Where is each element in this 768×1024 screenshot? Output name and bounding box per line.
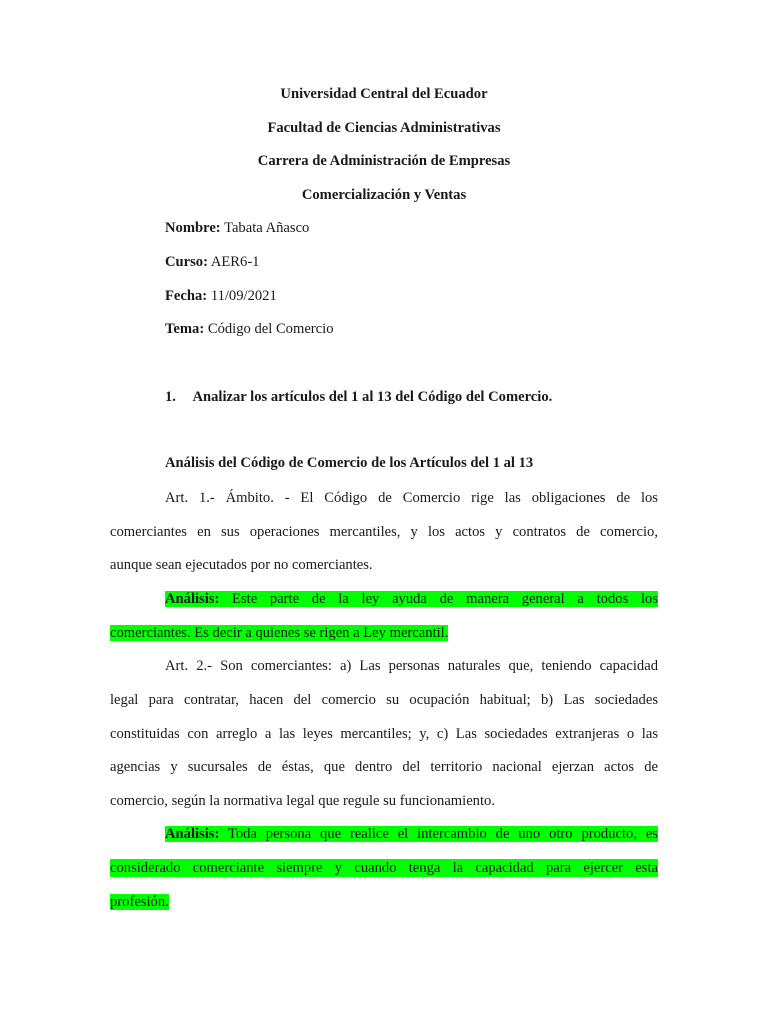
analysis1-highlight-2: comerciantes. Es decir a quienes se rigen a Ley mercantil. — [110, 625, 449, 641]
career-title: Carrera de Administración de Empresas — [257, 153, 511, 169]
course-field — [165, 254, 259, 271]
analysis2-highlight-3: profesión. — [110, 894, 169, 910]
date-value: 11/09/2021 — [210, 288, 277, 304]
task-number: 1. — [165, 389, 176, 405]
analysis2-line-2 — [110, 859, 658, 877]
course-value: AER6-1 — [210, 254, 260, 270]
date-field — [165, 288, 277, 305]
art2-line-1: Art. 2.- Son comerciantes: a) Las personas naturales que, teniendo capacidad — [165, 658, 658, 674]
analysis1-highlight-1 — [165, 591, 658, 607]
art1-line-2: comerciantes en sus operaciones mercantiles, y los actos y contratos de comercio, — [110, 524, 658, 540]
analysis1-line-1 — [165, 590, 658, 608]
subject-title: Comercialización y Ventas — [301, 187, 467, 203]
course-label: Curso: — [165, 254, 208, 270]
analysis2-highlight-1 — [165, 826, 658, 842]
analysis1-text-1: Este parte de la ley ayuda de manera general a todos los — [219, 591, 658, 607]
topic-field — [165, 321, 334, 338]
section-title: Análisis del Código de Comercio de los Artículos del 1 al 13 — [165, 455, 534, 471]
analysis1-label: Análisis: — [165, 591, 220, 607]
university-title: Universidad Central del Ecuador — [280, 86, 488, 102]
name-label: Nombre: — [165, 220, 221, 236]
analysis1-line-2 — [110, 624, 658, 642]
art2-line-5: comercio, según la normativa legal que regule su funcionamiento. — [110, 793, 495, 809]
topic-label: Tema: — [165, 321, 205, 337]
topic-value: Código del Comercio — [207, 321, 334, 337]
art2-line-4: agencias y sucursales de éstas, que dentro del territorio nacional ejerzan actos de — [110, 759, 658, 775]
name-value: Tabata Añasco — [224, 220, 310, 236]
analysis2-line-1 — [165, 825, 658, 843]
date-label: Fecha: — [165, 288, 208, 304]
task-heading — [165, 389, 552, 406]
analysis2-highlight-2: considerado comerciante siempre y cuando tenga la capacidad para ejercer esta — [110, 860, 658, 876]
name-field — [165, 220, 309, 237]
analysis2-text-1: Toda persona que realice el intercambio de uno otro producto, es — [219, 826, 658, 842]
art1-line-3: aunque sean ejecutados por no comerciantes. — [110, 557, 373, 573]
task-text: Analizar los artículos del 1 al 13 del Código del Comercio. — [192, 389, 553, 405]
art1-line-1: Art. 1.- Ámbito. - El Código de Comercio rige las obligaciones de los — [165, 490, 658, 506]
art2-line-2: legal para contratar, hacen del comercio su ocupación habitual; b) Las sociedades — [110, 692, 658, 708]
analysis2-label: Análisis: — [165, 826, 220, 842]
art2-line-3: constituidas con arreglo a las leyes mercantiles; y, c) Las sociedades extranjeras o las — [110, 726, 658, 742]
analysis2-line-3 — [110, 893, 658, 911]
faculty-title: Facultad de Ciencias Administrativas — [267, 120, 501, 136]
